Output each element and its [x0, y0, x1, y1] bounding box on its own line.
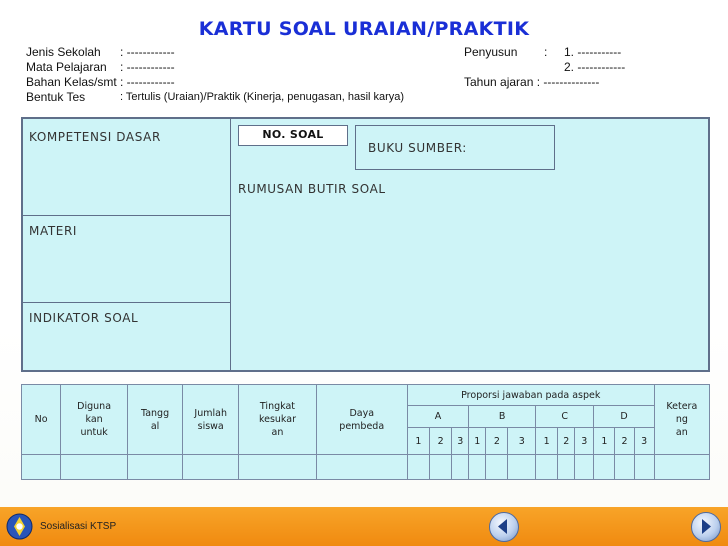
info-row-mata-pelajaran [26, 60, 404, 75]
info-value-penyusun-1: 1. ----------- [564, 45, 622, 59]
empty-cell [469, 455, 486, 480]
aspect-num: 1 [594, 428, 615, 455]
header-aspect-b: B [469, 406, 536, 428]
empty-cell [558, 455, 575, 480]
prev-slide-button[interactable] [489, 512, 519, 542]
header-tingkat-line: kesukar [258, 414, 296, 425]
header-digunakan-line: untuk [80, 427, 108, 438]
info-value: : ------------ [120, 45, 175, 59]
header-jumlah-line: siswa [197, 420, 224, 432]
header-tingkat-line: Tingkat [259, 401, 296, 412]
buku-sumber-box [355, 125, 555, 170]
left-column [23, 119, 231, 370]
info-value: : Tertulis (Uraian)/Praktik (Kinerja, penugasan, hasil karya) [120, 91, 405, 103]
footer-text: Sosialisasi KTSP [40, 521, 117, 532]
empty-cell [615, 455, 634, 480]
empty-cell [22, 455, 61, 480]
no-soal-box: NO. SOAL [238, 125, 348, 146]
empty-cell [128, 455, 183, 480]
empty-cell [430, 455, 452, 480]
empty-cell [508, 455, 536, 480]
arrow-right-icon [692, 513, 719, 540]
info-label: Bahan Kelas/smt [26, 75, 117, 89]
empty-cell [407, 455, 429, 480]
header-aspect-a: A [407, 406, 468, 428]
aspect-num: 3 [508, 428, 536, 455]
header-jumlah-line: Jumlah [194, 407, 227, 419]
info-label-penyusun: Penyusun [464, 45, 518, 59]
header-digunakan-line: kan [85, 414, 103, 425]
info-row-penyusun [464, 45, 625, 60]
header-tanggal-line: Tangg [140, 407, 170, 419]
materi-label: MATERI [29, 224, 78, 238]
header-digunakan [61, 385, 128, 455]
table-row-empty [22, 455, 710, 480]
info-label: Jenis Sekolah [26, 45, 101, 59]
indikator-soal-label: INDIKATOR SOAL [29, 311, 139, 325]
header-keterangan-line: Ketera [666, 401, 698, 412]
page-title: KARTU SOAL URAIAN/PRAKTIK [198, 18, 530, 40]
info-value: : ------------ [120, 60, 175, 74]
info-row-penyusun-2 [464, 60, 625, 75]
info-value-penyusun-2: 2. ------------ [564, 60, 626, 74]
right-info-block [464, 45, 625, 90]
analysis-table [21, 384, 710, 480]
aspect-num: 2 [558, 428, 575, 455]
header-no: No [22, 385, 61, 455]
aspect-num: 1 [536, 428, 558, 455]
materi-cell [23, 216, 230, 303]
info-value: : ------------ [120, 75, 175, 89]
empty-cell [575, 455, 594, 480]
info-label: Mata Pelajaran [26, 60, 107, 74]
info-label: Bentuk Tes [26, 90, 86, 104]
next-slide-button[interactable] [691, 512, 721, 542]
header-keterangan-line: an [675, 427, 688, 438]
header-keterangan-line: ng [675, 414, 688, 425]
buku-sumber-label: BUKU SUMBER: [368, 141, 467, 155]
header-daya-line: Daya [349, 407, 375, 419]
empty-cell [316, 455, 407, 480]
header-daya-pembeda [316, 385, 407, 455]
info-row-bahan-kelas [26, 75, 404, 90]
empty-cell [654, 455, 709, 480]
aspect-num: 1 [469, 428, 486, 455]
question-panel [21, 117, 710, 372]
empty-cell [239, 455, 316, 480]
header-jumlah-siswa [183, 385, 239, 455]
info-row-bentuk-tes [26, 90, 404, 105]
header-tanggal-line: al [150, 420, 160, 432]
empty-cell [452, 455, 469, 480]
header-proporsi: Proporsi jawaban pada aspek [407, 385, 654, 406]
header-aspect-c: C [536, 406, 594, 428]
spacer [464, 60, 564, 75]
aspect-num: 2 [615, 428, 634, 455]
info-separator: : [544, 45, 548, 59]
header-keterangan [654, 385, 709, 455]
info-label-tahun: Tahun ajaran : -------------- [464, 75, 600, 89]
aspect-num: 3 [634, 428, 654, 455]
arrow-left-icon [490, 513, 517, 540]
empty-cell [183, 455, 239, 480]
empty-cell [61, 455, 128, 480]
empty-cell [536, 455, 558, 480]
info-row-tahun [464, 75, 625, 90]
aspect-num: 2 [486, 428, 508, 455]
aspect-num: 3 [575, 428, 594, 455]
header-daya-line: pembeda [339, 420, 385, 432]
aspect-num: 1 [407, 428, 429, 455]
empty-cell [594, 455, 615, 480]
left-info-block [26, 45, 404, 105]
empty-cell [634, 455, 654, 480]
kompetensi-dasar-cell [23, 119, 230, 216]
header-aspect-d: D [594, 406, 654, 428]
ministry-logo-icon [6, 513, 33, 540]
footer-bar [0, 507, 728, 546]
aspect-num: 3 [452, 428, 469, 455]
header-digunakan-line: Diguna [77, 401, 112, 412]
info-row-jenis-sekolah [26, 45, 404, 60]
indikator-soal-cell [23, 303, 230, 373]
empty-cell [486, 455, 508, 480]
aspect-num: 2 [430, 428, 452, 455]
header-tingkat-line: an [271, 427, 284, 438]
header-tingkat-kesukaran [239, 385, 316, 455]
header-tanggal [128, 385, 183, 455]
kompetensi-dasar-label: KOMPETENSI DASAR [29, 130, 161, 144]
rumusan-butir-soal-label: RUMUSAN BUTIR SOAL [238, 182, 386, 196]
